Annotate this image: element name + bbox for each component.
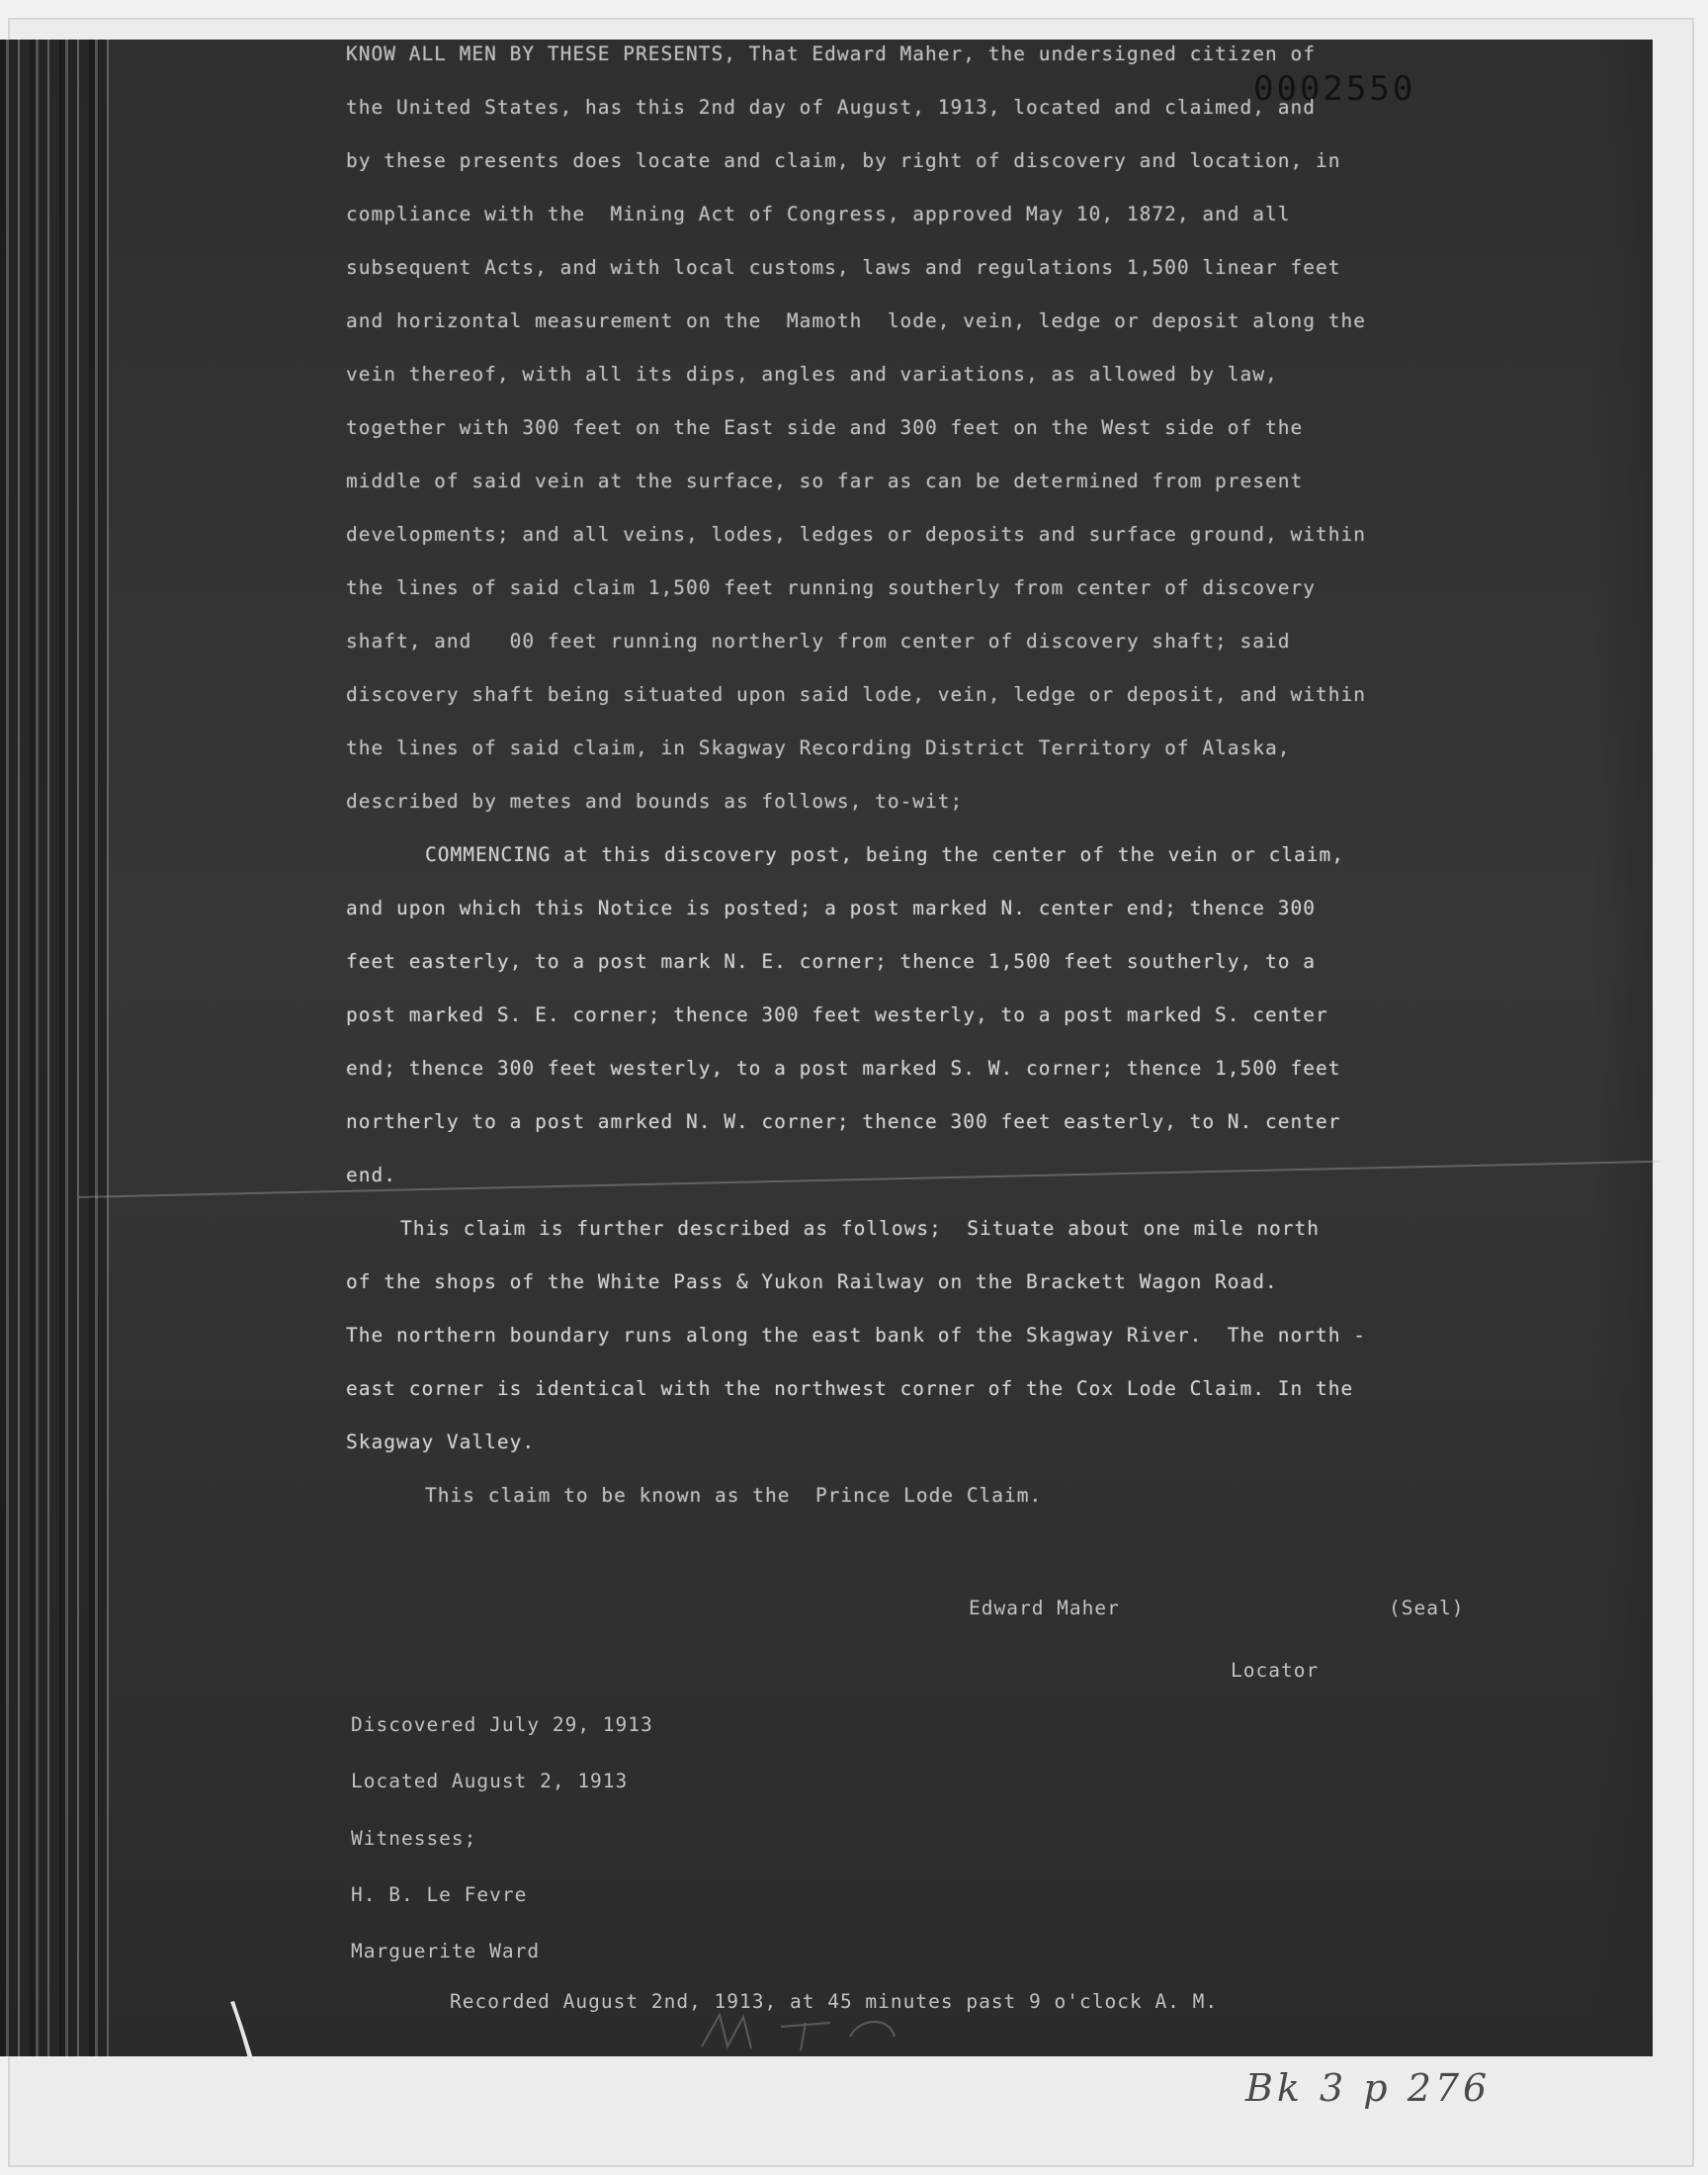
body-line: together with 300 feet on the East side and 300 feet on the West side of the bbox=[346, 416, 1304, 439]
body-line: KNOW ALL MEN BY THESE PRESENTS, That Edward Maher, the undersigned citizen of bbox=[346, 43, 1316, 65]
commencing-line: end; thence 300 feet westerly, to a post marked S. W. corner; thence 1,500 feet bbox=[346, 1057, 1341, 1080]
witness-name: H. B. Le Fevre bbox=[351, 1883, 528, 1906]
scan-edge-streaks bbox=[0, 40, 109, 2056]
body-line: the lines of said claim 1,500 feet running southerly from center of discovery bbox=[346, 576, 1316, 599]
further-description-line: This claim is further described as follows; Situate about one mile north bbox=[400, 1217, 1321, 1240]
body-line: developments; and all veins, lodes, ledges or deposits and surface ground, within bbox=[346, 523, 1366, 546]
commencing-line: feet easterly, to a post mark N. E. corner; thence 1,500 feet southerly, to a bbox=[346, 950, 1316, 973]
document-number: 0002550 bbox=[1253, 69, 1416, 109]
recorded-line: Recorded August 2nd, 1913, at 45 minutes past 9 o'clock A. M. bbox=[450, 1990, 1219, 2013]
witness-name: Marguerite Ward bbox=[351, 1940, 541, 1962]
body-line: described by metes and bounds as follows, to-wit; bbox=[346, 790, 964, 813]
commencing-line: end. bbox=[346, 1164, 396, 1186]
located-date: Located August 2, 1913 bbox=[351, 1770, 629, 1792]
body-line: subsequent Acts, and with local customs, laws and regulations 1,500 linear feet bbox=[346, 256, 1341, 279]
body-line: the lines of said claim, in Skagway Recording District Territory of Alaska, bbox=[346, 737, 1291, 759]
scan-right-shadow bbox=[1593, 40, 1653, 2056]
further-description-line: The northern boundary runs along the east bank of the Skagway River. The north - bbox=[346, 1324, 1366, 1347]
body-line: the United States, has this 2nd day of August, 1913, located and claimed, and bbox=[346, 96, 1316, 119]
body-line: vein thereof, with all its dips, angles and variations, as allowed by law, bbox=[346, 363, 1278, 386]
witnesses-label: Witnesses; bbox=[351, 1827, 477, 1850]
locator-label: Locator bbox=[1231, 1659, 1320, 1682]
seal-label: (Seal) bbox=[1389, 1597, 1465, 1619]
body-line: discovery shaft being situated upon said lode, vein, ledge or deposit, and within bbox=[346, 683, 1366, 706]
commencing-line: and upon which this Notice is posted; a post marked N. center end; thence 300 bbox=[346, 897, 1316, 919]
commencing-line: COMMENCING at this discovery post, being the center of the vein or claim, bbox=[425, 843, 1345, 866]
body-line: and horizontal measurement on the Mamoth lode, vein, ledge or deposit along the bbox=[346, 309, 1366, 332]
commencing-line: northerly to a post amrked N. W. corner; thence 300 feet easterly, to N. center bbox=[346, 1110, 1341, 1133]
further-description-line: east corner is identical with the northwest corner of the Cox Lode Claim. In the bbox=[346, 1377, 1354, 1400]
body-line: compliance with the Mining Act of Congress, approved May 10, 1872, and all bbox=[346, 203, 1291, 225]
handwritten-book-page: Bk 3 p 276 bbox=[1245, 2066, 1492, 2110]
commencing-line: post marked S. E. corner; thence 300 feet westerly, to a post marked S. center bbox=[346, 1003, 1328, 1026]
further-description-line: Skagway Valley. bbox=[346, 1431, 536, 1453]
locator-name: Edward Maher bbox=[969, 1597, 1120, 1619]
signature-scribble-icon bbox=[692, 2007, 929, 2056]
ink-mark-icon bbox=[222, 1997, 262, 2066]
body-line: by these presents does locate and claim, by right of discovery and location, in bbox=[346, 149, 1341, 172]
further-description-line: of the shops of the White Pass & Yukon Railway on the Brackett Wagon Road. bbox=[346, 1270, 1278, 1293]
body-line: middle of said vein at the surface, so far as can be determined from present bbox=[346, 470, 1304, 492]
claim-name-line: This claim to be known as the Prince Lode Claim. bbox=[425, 1484, 1043, 1507]
discovered-date: Discovered July 29, 1913 bbox=[351, 1713, 653, 1736]
body-line: shaft, and 00 feet running northerly from center of discovery shaft; said bbox=[346, 630, 1291, 652]
document-body bbox=[346, 28, 1532, 1522]
